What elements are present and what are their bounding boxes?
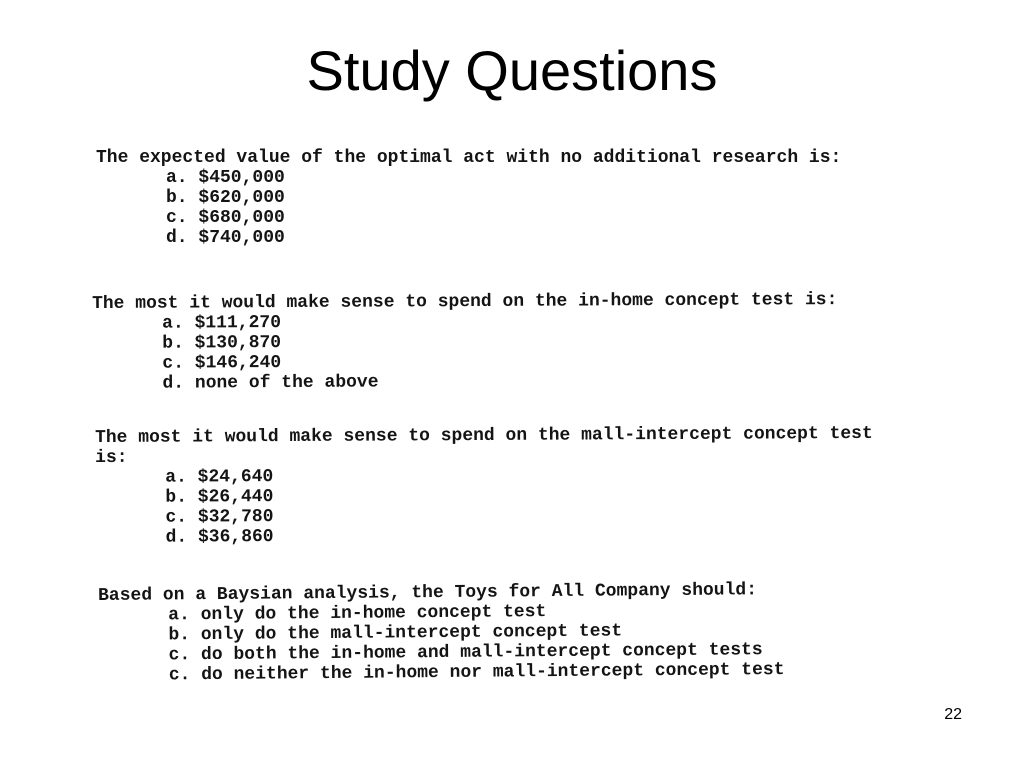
answer-option: a. $450,000 bbox=[166, 168, 285, 188]
question-stem: The expected value of the optimal act with no additional research is: bbox=[96, 148, 842, 168]
question-stem: Based on a Baysian analysis, the Toys for All Company should: bbox=[98, 580, 758, 606]
answer-options bbox=[92, 310, 892, 394]
scanned-questions bbox=[90, 140, 890, 700]
answer-option: b. $130,870 bbox=[162, 333, 282, 354]
question-4 bbox=[98, 579, 899, 686]
page-number: 22 bbox=[944, 706, 962, 723]
answer-option: c. do neither the in-home nor mall-intercept concept test bbox=[168, 660, 785, 686]
answer-option: b. $26,440 bbox=[165, 487, 274, 508]
question-stem: The most it would make sense to spend on the in-home concept test is: bbox=[92, 290, 838, 314]
answer-option: b. only do the mall-intercept concept test bbox=[168, 621, 623, 646]
answer-option: a. only do the in-home concept test bbox=[168, 602, 547, 626]
slide-title: Study Questions bbox=[306, 39, 718, 102]
answer-option: d. $740,000 bbox=[166, 228, 285, 248]
answer-option: c. $146,240 bbox=[162, 353, 282, 374]
question-3 bbox=[95, 424, 886, 548]
answer-option: c. do both the in-home and mall-intercept concept tests bbox=[168, 640, 763, 666]
answer-option: c. $680,000 bbox=[166, 208, 285, 228]
answer-options bbox=[98, 599, 899, 686]
question-stem: The most it would make sense to spend on the mall-intercept concept test is: bbox=[95, 423, 884, 468]
question-2 bbox=[92, 290, 893, 394]
answer-option: a. $111,270 bbox=[162, 313, 282, 334]
answer-options bbox=[96, 168, 896, 248]
answer-option: c. $32,780 bbox=[165, 507, 274, 528]
question-1 bbox=[96, 148, 896, 248]
answer-option: b. $620,000 bbox=[166, 188, 285, 208]
answer-option: d. none of the above bbox=[162, 372, 379, 394]
answer-option: a. $24,640 bbox=[165, 467, 274, 488]
answer-options bbox=[95, 464, 885, 548]
answer-option: d. $36,860 bbox=[165, 527, 274, 548]
